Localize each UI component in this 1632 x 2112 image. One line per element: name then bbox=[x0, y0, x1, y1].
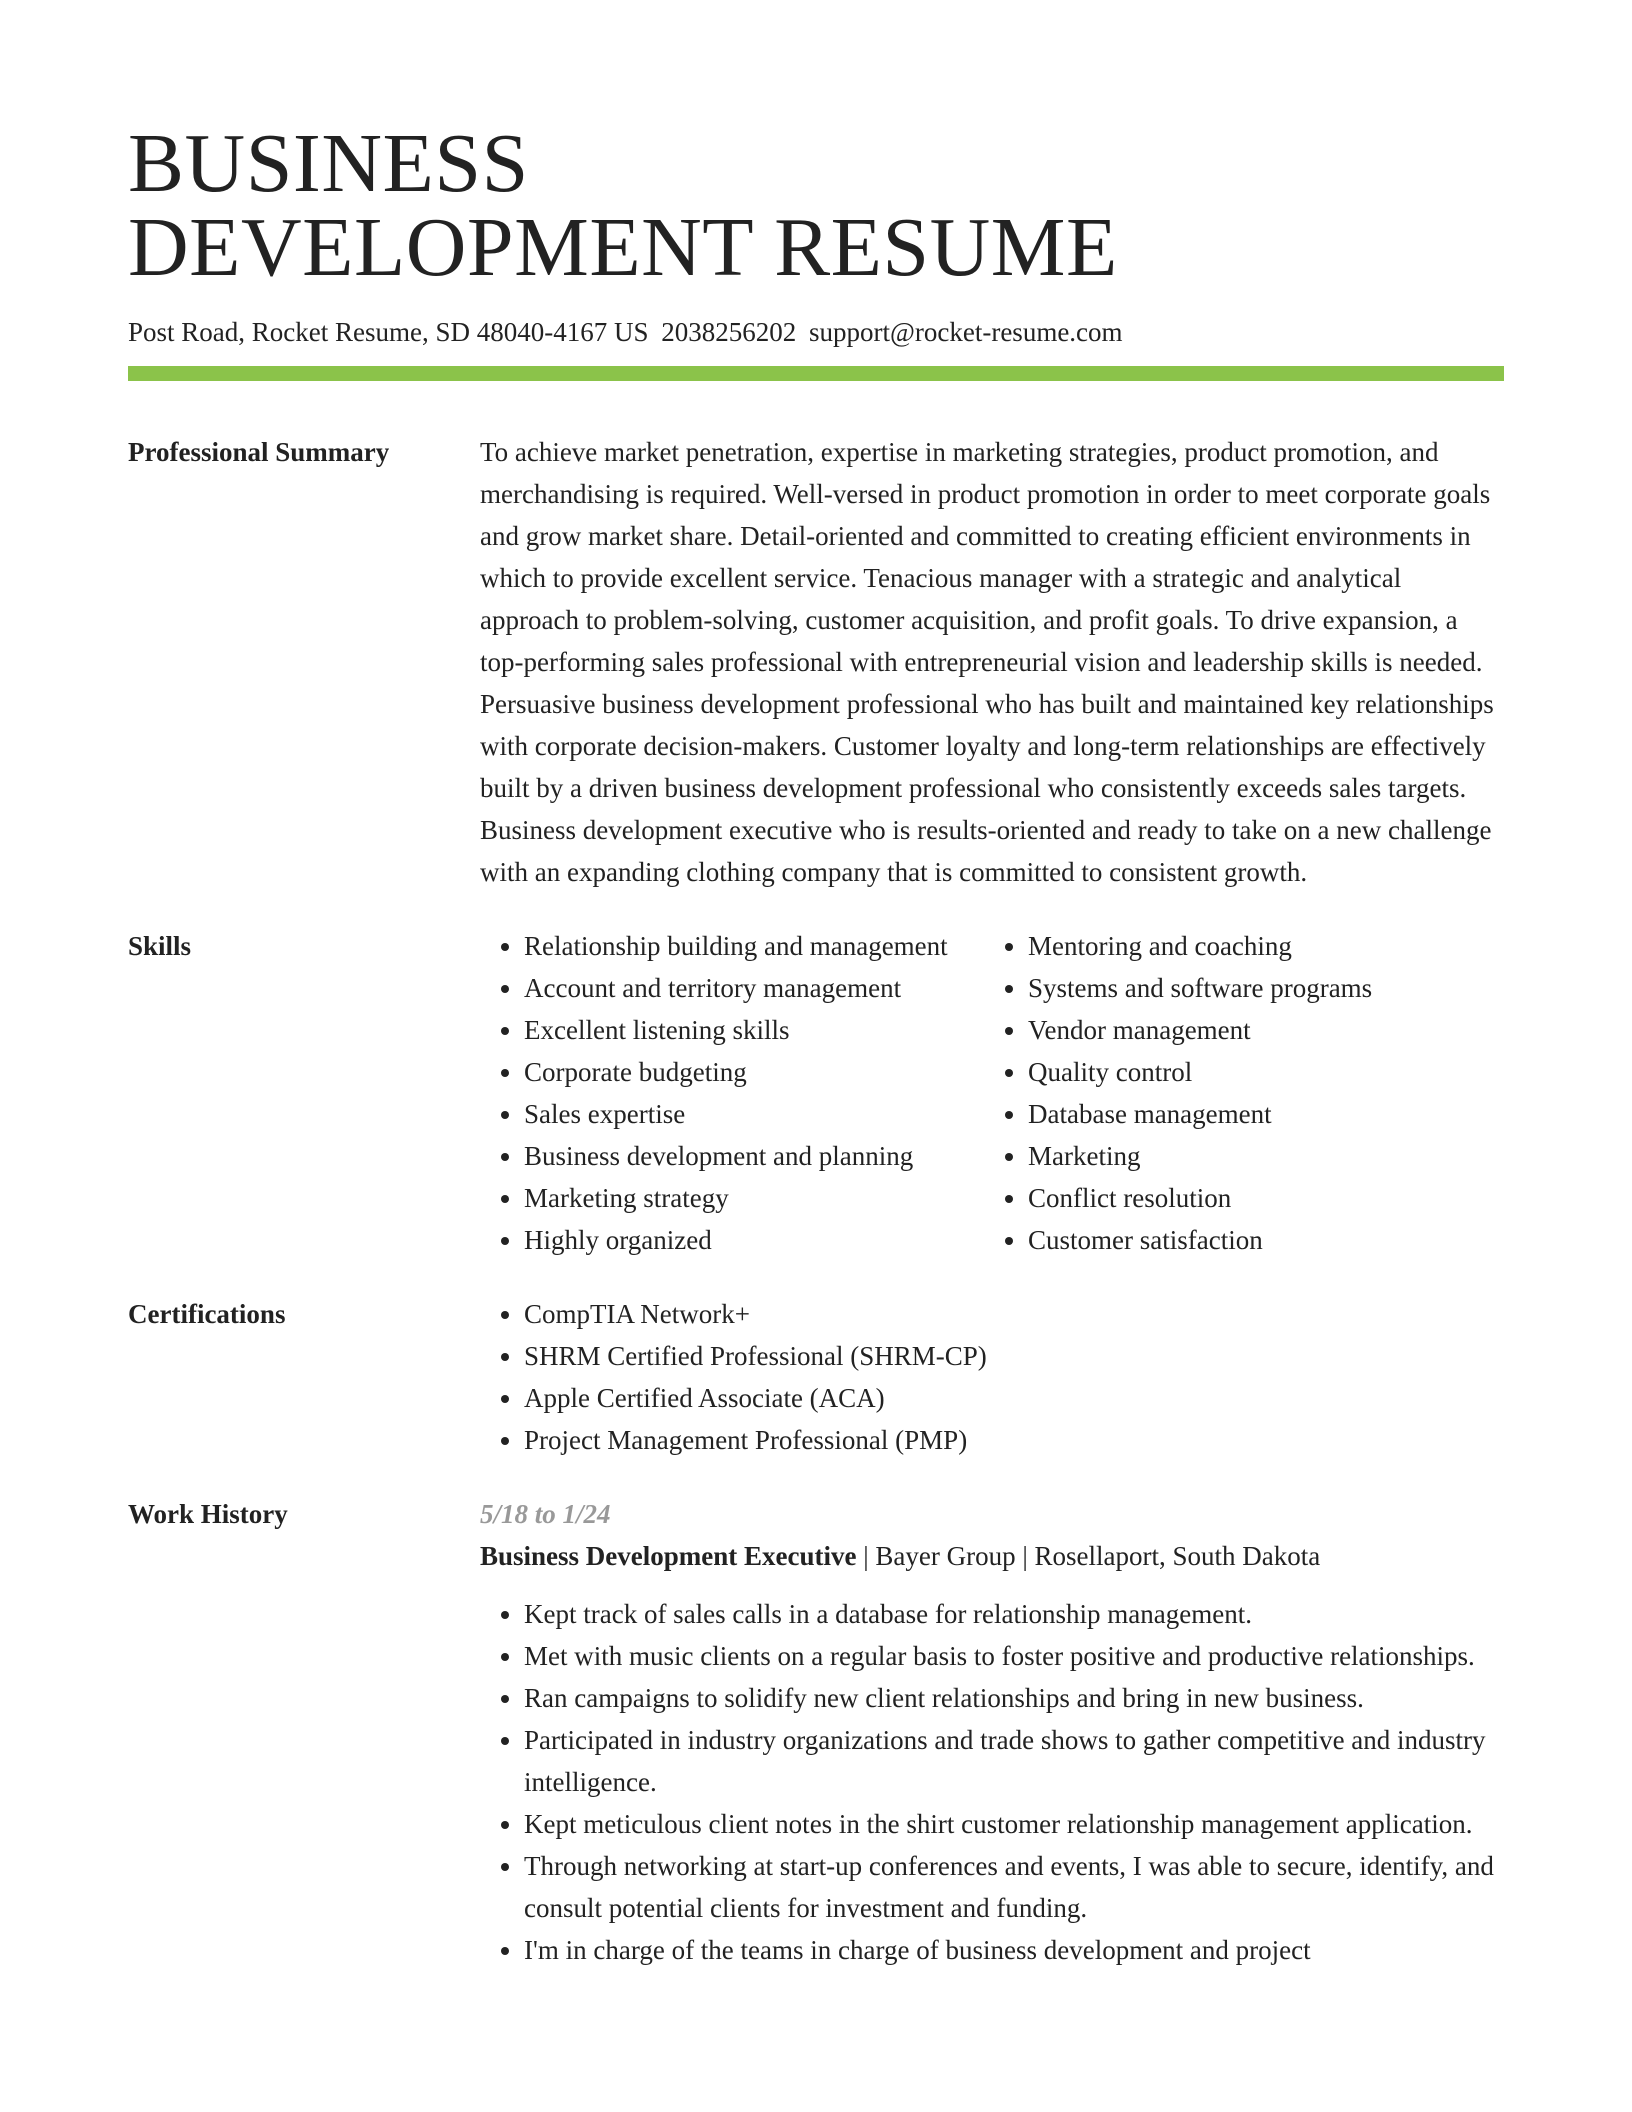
skill-item: • Vendor management bbox=[1028, 1009, 1488, 1051]
certification-item: • Apple Certified Associate (ACA) bbox=[524, 1377, 1504, 1419]
certifications-list bbox=[480, 1293, 1504, 1461]
contact-address: Post Road, Rocket Resume, SD 48040-4167 US bbox=[128, 317, 649, 347]
skill-item: • Marketing bbox=[1028, 1135, 1488, 1177]
skill-item: • Customer satisfaction bbox=[1028, 1219, 1488, 1261]
resume-title-line1: BUSINESS bbox=[128, 117, 529, 210]
work-history-body bbox=[480, 1493, 1504, 1971]
contact-line bbox=[128, 314, 1504, 350]
professional-summary-text: To achieve market penetration, expertise in marketing strategies, product promotion, and merchandising is required. Well-versed in product promotion in order to meet corporate goals and grow market share. Detail-oriented and committed to creating efficient environments in which to provide excellent service. Tenacious manager with a strategic and analytical approach to problem-solving, customer acquisition, and profit goals. To drive expansion, a top-performing sales professional with entrepreneurial vision and leadership skills is needed. Persuasive business development professional who has built and maintained key relationships with corporate decision-makers. Customer loyalty and long-term relationships are effectively built by a driven business development professional who consistently exceeds sales targets. Business development executive who is results-oriented and ready to take on a new challenge with an expanding clothing company that is committed to consistent growth. bbox=[480, 437, 1494, 887]
skill-item: • Account and territory management bbox=[524, 967, 984, 1009]
skill-item: • Excellent listening skills bbox=[524, 1009, 984, 1051]
certification-item: • Project Management Professional (PMP) bbox=[524, 1419, 1504, 1461]
skills-body bbox=[480, 925, 1504, 1261]
skill-item: • Database management bbox=[1028, 1093, 1488, 1135]
professional-summary-body bbox=[480, 431, 1504, 893]
certification-item: • SHRM Certified Professional (SHRM-CP) bbox=[524, 1335, 1504, 1377]
skill-item: • Conflict resolution bbox=[1028, 1177, 1488, 1219]
job-bullet: • Ran campaigns to solidify new client relationships and bring in new business. bbox=[524, 1677, 1504, 1719]
section-label-professional-summary: Professional Summary bbox=[128, 437, 390, 467]
professional-summary-section bbox=[128, 431, 1504, 893]
section-label-skills: Skills bbox=[128, 931, 192, 961]
job-bullet: • Kept meticulous client notes in the shirt customer relationship management application. bbox=[524, 1803, 1504, 1845]
skill-item: • Highly organized bbox=[524, 1219, 984, 1261]
section-label-work-history: Work History bbox=[128, 1499, 288, 1529]
skill-item: • Sales expertise bbox=[524, 1093, 984, 1135]
work-history-section bbox=[128, 1493, 1504, 1971]
skill-item: • Mentoring and coaching bbox=[1028, 925, 1488, 967]
job-bullet: • Met with music clients on a regular basis to foster positive and productive relationships. bbox=[524, 1635, 1504, 1677]
job-bullet: • Kept track of sales calls in a database for relationship management. bbox=[524, 1593, 1504, 1635]
job-bullet: • Through networking at start-up conferences and events, I was able to secure, identify, and consult potential clients for investment and funding. bbox=[524, 1845, 1504, 1929]
skill-item: • Corporate budgeting bbox=[524, 1051, 984, 1093]
section-label-certifications: Certifications bbox=[128, 1299, 286, 1329]
certifications-section bbox=[128, 1293, 1504, 1461]
job-bullet: • I'm in charge of the teams in charge of business development and project bbox=[524, 1929, 1504, 1971]
job-bullets bbox=[480, 1593, 1504, 1971]
job-heading bbox=[480, 1535, 1504, 1577]
job-bullet: • Participated in industry organizations and trade shows to gather competitive and industry intelligence. bbox=[524, 1719, 1504, 1803]
contact-phone: 2038256202 bbox=[661, 317, 797, 347]
resume-title-line2: DEVELOPMENT RESUME bbox=[128, 201, 1118, 294]
job-company-location: | Bayer Group | Rosellaport, South Dakota bbox=[856, 1541, 1321, 1571]
certifications-body bbox=[480, 1293, 1504, 1461]
header-accent-bar bbox=[128, 366, 1504, 381]
skill-item: • Business development and planning bbox=[524, 1135, 984, 1177]
skills-section bbox=[128, 925, 1504, 1261]
contact-email: support@rocket-resume.com bbox=[809, 317, 1123, 347]
skill-item: • Quality control bbox=[1028, 1051, 1488, 1093]
resume-title bbox=[128, 117, 1504, 294]
skill-item: • Systems and software programs bbox=[1028, 967, 1488, 1009]
skill-item: • Relationship building and management bbox=[524, 925, 984, 967]
skill-item: • Marketing strategy bbox=[524, 1177, 984, 1219]
skills-list-column-2 bbox=[984, 925, 1488, 1261]
job-dates: 5/18 to 1/24 bbox=[480, 1499, 611, 1529]
certification-item: • CompTIA Network+ bbox=[524, 1293, 1504, 1335]
skills-list-column-1 bbox=[480, 925, 984, 1261]
job-title: Business Development Executive bbox=[480, 1541, 857, 1571]
resume-page bbox=[128, 117, 1504, 1971]
